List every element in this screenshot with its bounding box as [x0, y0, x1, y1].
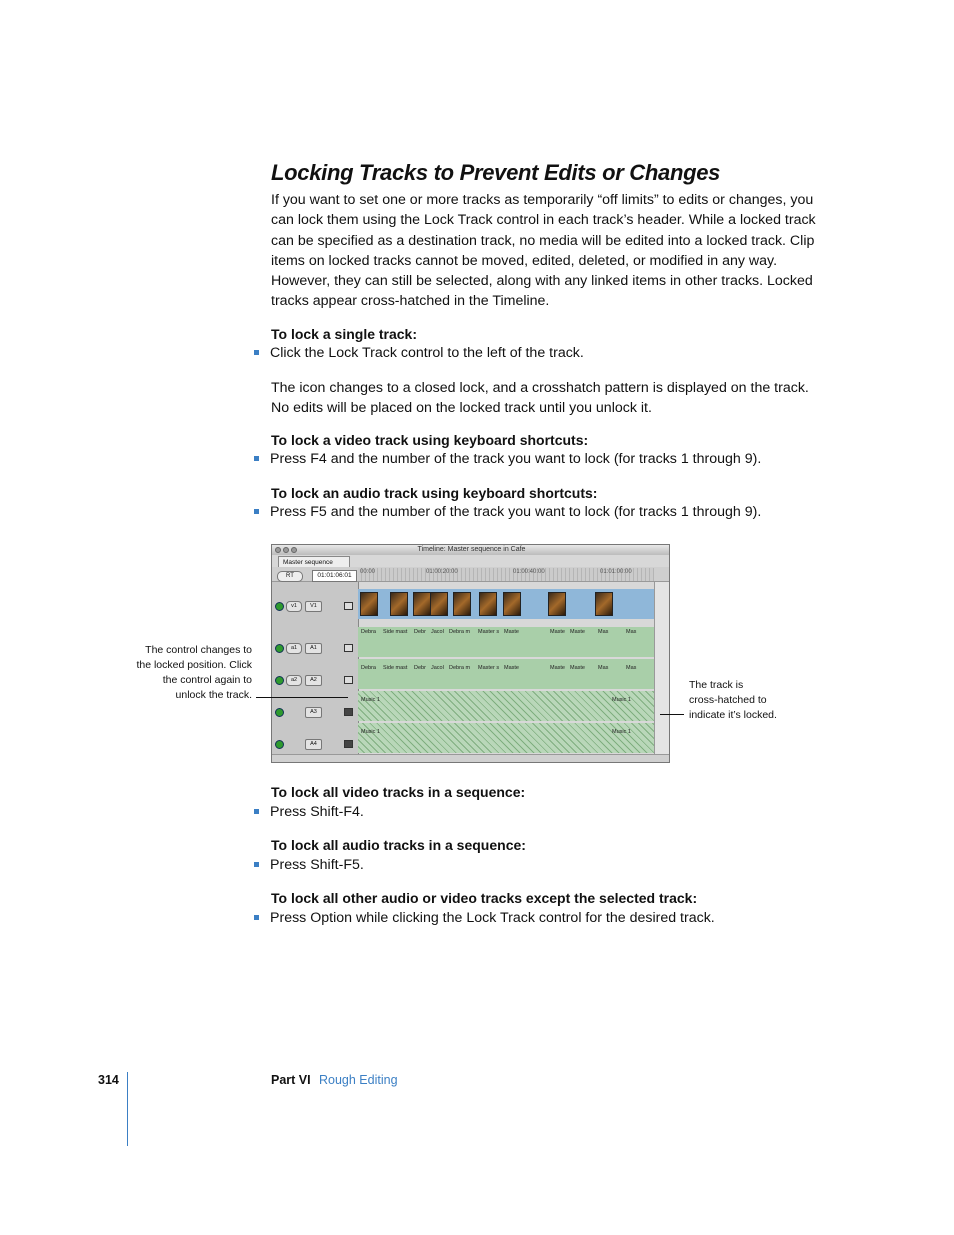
clip-label: Side mast — [383, 629, 408, 635]
callout-line: The track is — [689, 679, 744, 691]
dest-track-A2[interactable]: A2 — [305, 675, 322, 686]
bullet-text: Press F5 and the number of the track you want to lock (for tracks 1 through 9). — [270, 504, 762, 520]
page-title: Locking Tracks to Prevent Edits or Changes — [271, 160, 721, 185]
section-heading: To lock a video track using keyboard shortcuts: — [271, 432, 589, 448]
clip-thumbnail — [360, 592, 378, 616]
bullet-text: Press Shift-F5. — [270, 857, 364, 873]
dest-track-A4[interactable]: A4 — [305, 739, 322, 750]
ruler-label: 01:00:40:00 — [513, 569, 545, 575]
dest-track-A1[interactable]: A1 — [305, 643, 322, 654]
clip-label: Maste — [570, 665, 585, 671]
callout-right — [689, 678, 809, 723]
clip-label: Maste — [550, 665, 565, 671]
callout-leader-line — [256, 697, 348, 698]
clip-label: Mas — [626, 629, 637, 635]
clip-label: Maste — [550, 629, 565, 635]
callout-line: unlock the track. — [175, 689, 252, 701]
clip-label: Mas — [598, 629, 609, 635]
clip-label: Debra — [361, 665, 376, 671]
clip-label: Music 1 — [612, 697, 631, 703]
vertical-scrollbar[interactable] — [654, 582, 670, 756]
dest-track-A3[interactable]: A3 — [305, 707, 322, 718]
clip-label: Debr — [414, 629, 426, 635]
section-heading: To lock all video tracks in a sequence: — [271, 784, 526, 800]
timeline-window — [271, 544, 670, 763]
bullet-item — [254, 910, 715, 926]
clip-thumbnail — [413, 592, 431, 616]
tab-master-sequence[interactable]: Master sequence — [278, 556, 350, 567]
section-heading: To lock all audio tracks in a sequence: — [271, 837, 526, 853]
lock-track-icon[interactable] — [344, 602, 353, 610]
bullet-icon — [254, 915, 259, 920]
source-track-v1[interactable]: v1 — [286, 601, 302, 612]
clip-label: Jacol — [431, 629, 444, 635]
clip-label: Debra — [361, 629, 376, 635]
locked-lock-icon[interactable] — [344, 740, 353, 748]
source-track-a1[interactable]: a1 — [286, 643, 302, 654]
bullet-text: Click the Lock Track control to the left of the track. — [270, 345, 584, 361]
section-heading: To lock a single track: — [271, 326, 418, 342]
callout-leader-line — [660, 714, 684, 715]
clip-label: Maste — [504, 665, 519, 671]
bullet-icon — [254, 862, 259, 867]
bullet-item — [254, 451, 761, 467]
callout-left — [120, 643, 252, 703]
callout-line: The control changes to — [145, 644, 252, 656]
bullet-item — [254, 345, 584, 361]
callout-line: the control again to — [162, 674, 252, 686]
video-track-v1[interactable] — [358, 589, 654, 619]
callout-line: indicate it’s locked. — [689, 709, 777, 721]
ruler-label: 01:01:00:00 — [600, 569, 632, 575]
callout-line: the locked position. Click — [136, 659, 252, 671]
clip-thumbnail — [595, 592, 613, 616]
source-track-a2[interactable]: a2 — [286, 675, 302, 686]
zoom-icon[interactable] — [291, 547, 297, 553]
clip-thumbnail — [453, 592, 471, 616]
timecode-field[interactable]: 01:01:06:01 — [312, 570, 357, 582]
bullet-text: Press Option while clicking the Lock Track control for the desired track. — [270, 910, 715, 926]
clip-thumbnail — [503, 592, 521, 616]
audio-enable-icon[interactable] — [275, 708, 284, 717]
window-title: Timeline: Master sequence in Cafe — [417, 546, 526, 553]
lock-track-icon[interactable] — [344, 676, 353, 684]
footer-rule — [127, 1072, 128, 1146]
ruler-label: 00:00 — [360, 569, 376, 575]
page-number: 314 — [98, 1073, 119, 1087]
clip-label: Jacol — [431, 665, 444, 671]
clip-label: Side mast — [383, 665, 408, 671]
clip-label: Debra m — [449, 665, 471, 671]
bullet-item — [254, 857, 364, 873]
timeline-bottom-bar — [272, 754, 670, 763]
bullet-icon — [254, 509, 259, 514]
track-visibility-icon[interactable] — [275, 602, 284, 611]
clip-label: Music 1 — [361, 697, 380, 703]
locked-audio-track-A3[interactable] — [358, 691, 654, 721]
clip-thumbnail — [479, 592, 497, 616]
track-headers — [272, 582, 359, 756]
section-heading: To lock an audio track using keyboard shortcuts: — [271, 485, 598, 501]
bullet-text: Press Shift-F4. — [270, 804, 364, 820]
callout-line: cross-hatched to — [689, 694, 767, 706]
close-icon[interactable] — [275, 547, 281, 553]
clip-thumbnail — [430, 592, 448, 616]
locked-audio-track-A4[interactable] — [358, 723, 654, 753]
note-paragraph: The icon changes to a closed lock, and a crosshatch pattern is displayed on the track. No edits will be placed on the locked track until you unlock it. — [271, 380, 809, 417]
clip-label: Maste — [504, 629, 519, 635]
clip-label: Debra m — [449, 629, 471, 635]
dest-track-V1[interactable]: V1 — [305, 601, 322, 612]
bullet-item — [254, 504, 761, 520]
clip-label: Mas — [598, 665, 609, 671]
bullet-item — [254, 804, 364, 820]
clip-label: Maste — [570, 629, 585, 635]
clip-label: Music 1 — [612, 729, 631, 735]
audio-enable-icon[interactable] — [275, 676, 284, 685]
bullet-icon — [254, 809, 259, 814]
audio-track-a2[interactable] — [358, 659, 654, 689]
clip-label: Mas — [626, 665, 637, 671]
ruler-label: 01:00:20:00 — [426, 569, 458, 575]
timeline-title-bar — [272, 545, 670, 555]
time-ruler[interactable] — [358, 568, 654, 581]
bullet-icon — [254, 350, 259, 355]
bullet-text: Press F4 and the number of the track you want to lock (for tracks 1 through 9). — [270, 451, 762, 467]
section-heading: To lock all other audio or video tracks except the selected track: — [271, 890, 698, 906]
footer-part: Part VI — [271, 1073, 311, 1087]
clip-label: Debr — [414, 665, 426, 671]
lock-track-icon[interactable] — [344, 644, 353, 652]
locked-lock-icon[interactable] — [344, 708, 353, 716]
footer-section-link[interactable]: Rough Editing — [319, 1073, 398, 1087]
audio-track-a1[interactable] — [358, 627, 654, 657]
clip-thumbnail — [548, 592, 566, 616]
rt-menu[interactable]: RT — [277, 571, 303, 582]
bullet-icon — [254, 456, 259, 461]
intro-paragraph: If you want to set one or more tracks as temporarily “off limits” to edits or changes, you can lock them using the Lock Track control in each track’s header. While a locked track can be specified as a destination track, no media will be edited into a locked track. Clip items on locked tracks cannot be moved, edited, deleted, or modified in any way. However, they can still be selected, along with any linked items in other tracks. Locked tracks appear cross-hatched in the Timeline. — [271, 192, 816, 310]
clip-label: Master s — [478, 665, 500, 671]
clip-thumbnail — [390, 592, 408, 616]
audio-enable-icon[interactable] — [275, 644, 284, 653]
minimize-icon[interactable] — [283, 547, 289, 553]
clip-label: Master s — [478, 629, 500, 635]
clip-label: Music 1 — [361, 729, 380, 735]
audio-enable-icon[interactable] — [275, 740, 284, 749]
